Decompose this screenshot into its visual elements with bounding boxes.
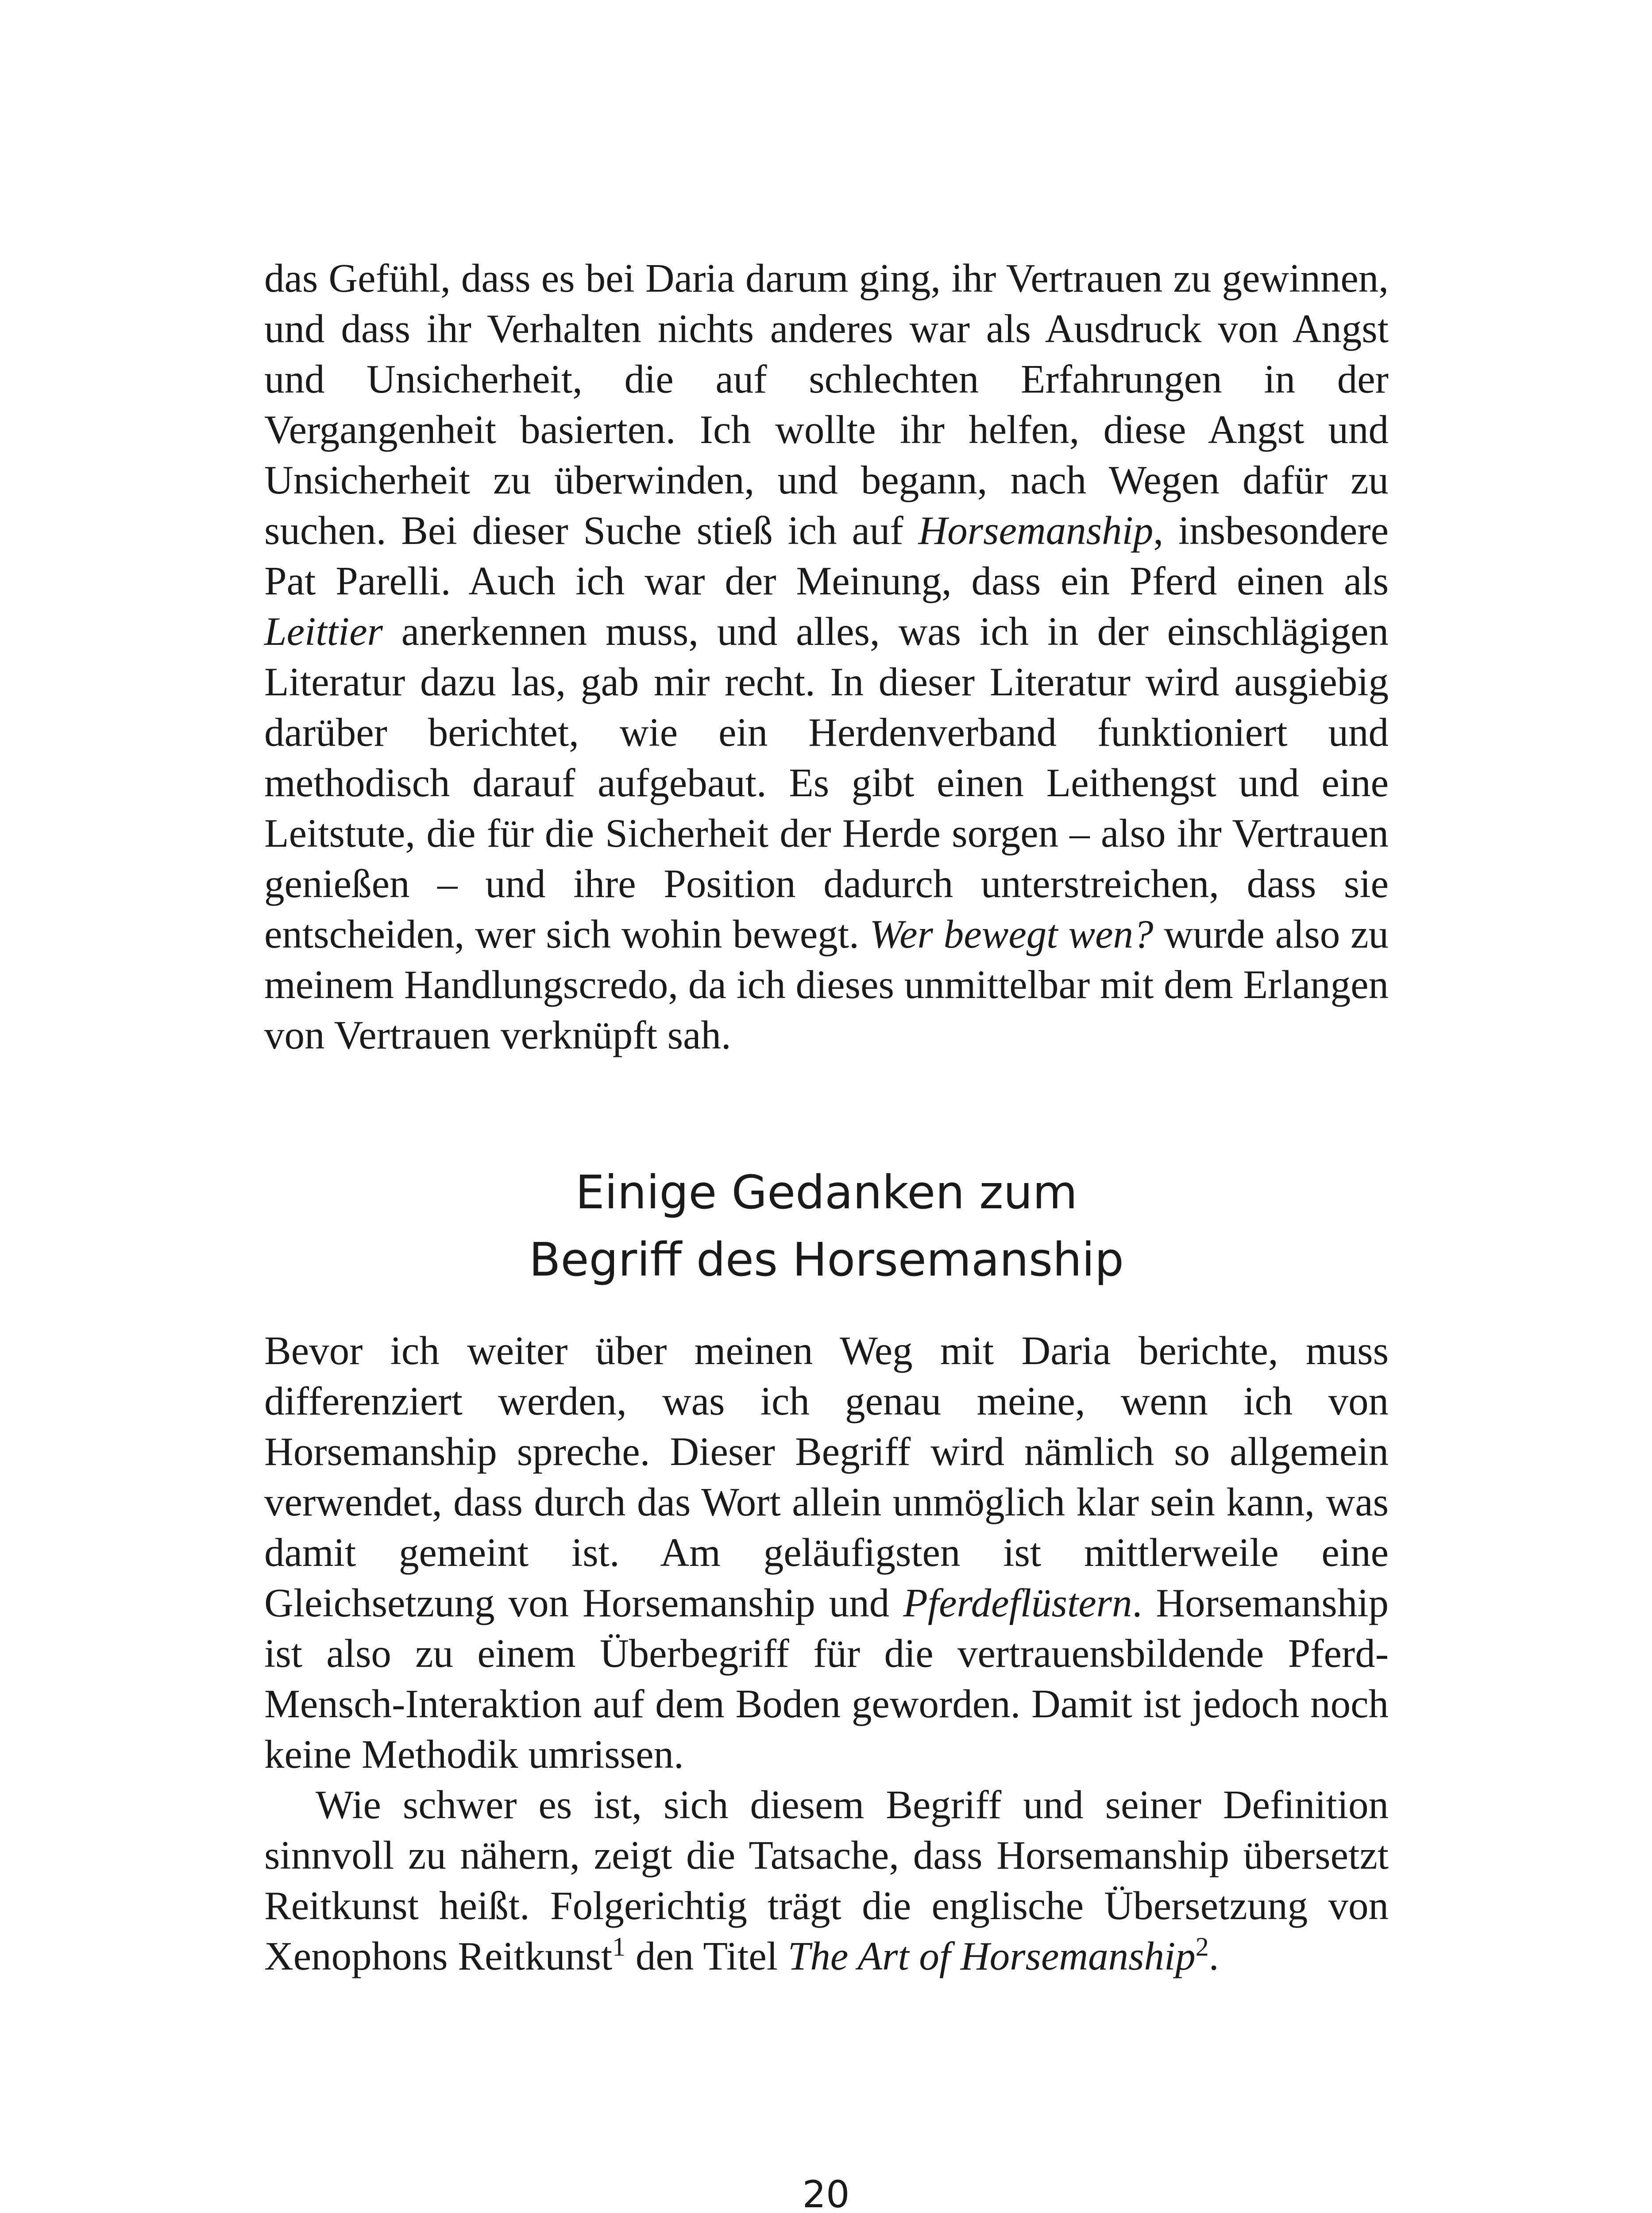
paragraph xyxy=(264,253,1389,1060)
italic-term: Wer bewegt wen? xyxy=(869,912,1154,956)
text-run: das Gefühl, dass es bei Daria darum ging, ihr Vertrauen zu gewinnen, und dass ihr Verhalten nichts anderes war als Ausdruck von Angst und Unsicherheit, die auf schlechten Erfahrungen in der Vergangenheit basierten. Ich wollte ihr helfen, diese Angst und Unsicherheit zu überwinden, und begann, nach Wegen dafür zu suchen. Bei dieser Suche stieß ich auf xyxy=(264,256,1389,553)
footnote-marker[interactable]: 2 xyxy=(1195,1932,1209,1962)
footnote-marker[interactable]: 1 xyxy=(612,1932,626,1962)
text-run: anerkennen muss, und alles, was ich in der einschlägigen Literatur dazu las, gab mir recht. In dieser Literatur wird ausgiebig darüber berichtet, wie ein Herdenverband funktioniert und methodisch darauf aufgebaut. Es gibt einen Leithengst und eine Leitstute, die für die Sicherheit der Herde sorgen – also ihr Vertrauen genießen – und ihre Position dadurch unterstreichen, dass sie entscheiden, wer sich wohin bewegt. xyxy=(264,609,1389,956)
text-run: . Horsemanship ist also zu einem Überbegriff für die vertrauensbildende Pferd-Mensch-Interaktion auf dem Boden geworden. Damit ist jedoch noch keine Methodik umrissen. xyxy=(264,1581,1389,1777)
section-heading-line-1: Einige Gedanken zum xyxy=(575,1165,1077,1219)
italic-term: Horsemanship xyxy=(918,508,1154,553)
section-heading-line-2: Begriff des Horsemanship xyxy=(529,1233,1124,1287)
text-run: Wie schwer es ist, sich diesem Begriff und seiner Definition sinnvoll zu nähern, zeigt die Tatsache, dass Horsemanship übersetzt Reitkunst heißt. Folgerichtig trägt die englische Übersetzung von Xenophons Reitkunst xyxy=(264,1782,1389,1978)
paragraph xyxy=(264,1780,1389,1982)
text-run: Bevor ich weiter über meinen Weg mit Daria berichte, muss differenziert werden, was ich genau meine, wenn ich von Horsemanship spreche. Dieser Begriff wird nämlich so allgemein verwendet, dass durch das Wort allein unmöglich klar sein kann, was damit gemeint ist. Am geläufigsten ist mittlerweile eine Gleichsetzung von Horsemanship und xyxy=(264,1328,1389,1625)
text-run: . xyxy=(1208,1934,1219,1978)
section-heading xyxy=(264,1159,1389,1293)
italic-term: Pferdeflüstern xyxy=(903,1581,1132,1625)
page-number: 20 xyxy=(802,2173,850,2213)
text-run: wurde also zu meinem Handlungscredo, da ich dieses unmittelbar mit dem Erlangen von Vertrauen verknüpft sah. xyxy=(264,912,1389,1057)
paragraph xyxy=(264,1326,1389,1780)
italic-term: Leittier xyxy=(264,609,383,654)
body-text-section xyxy=(264,1326,1389,1982)
text-run: , insbesondere Pat Parelli. Auch ich war der Meinung, dass ein Pferd einen als xyxy=(264,508,1389,603)
text-run: den Titel xyxy=(625,1934,788,1978)
body-text-top xyxy=(264,253,1389,1060)
italic-term: The Art of Horsemanship xyxy=(787,1934,1196,1978)
